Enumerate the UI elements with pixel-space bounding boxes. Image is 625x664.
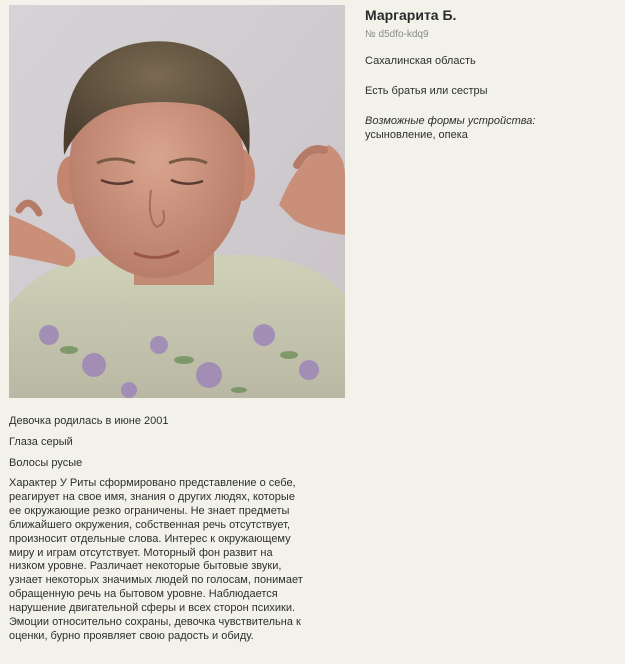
child-details bbox=[9, 414, 309, 651]
profile-id: № d5dfo-kdq9 bbox=[365, 29, 429, 40]
profile-info bbox=[365, 6, 615, 142]
character-description: Характер У Риты сформировано представление о себе, реагирует на свое имя, знания о других людях, которые ее окружающие резко ограничены. Не знает предметы ближайшего окружения, собственная речь отсутствует, произносит отдельные слова. Интерес к окружающему миру и играм отсутствует. Моторный фон развит на низком уровне. Различает некоторые бытовые звуки, узнает некоторых значимых людей по голосам, понимает обращенную речь на бытовом уровне. Наблюдается нарушение двигательной сферы и всех сторон психики. Эмоции относительно сохраны, девочка чувствительна к оценки, бурно проявляет свою радость и обиду. bbox=[9, 477, 303, 642]
child-photo bbox=[9, 5, 345, 398]
birth-info: Девочка родилась в июне 2001 bbox=[9, 415, 169, 427]
placement-forms-value: усыновление, опека bbox=[365, 129, 468, 141]
siblings-info: Есть братья или сестры bbox=[365, 85, 488, 97]
hair-color: Волосы русые bbox=[9, 457, 83, 469]
region: Сахалинская область bbox=[365, 55, 476, 67]
child-portrait-icon bbox=[9, 5, 345, 398]
child-name: Маргарита Б. bbox=[365, 7, 457, 23]
placement-forms-label: Возможные формы устройства: bbox=[365, 115, 536, 127]
eye-color: Глаза серый bbox=[9, 436, 73, 448]
